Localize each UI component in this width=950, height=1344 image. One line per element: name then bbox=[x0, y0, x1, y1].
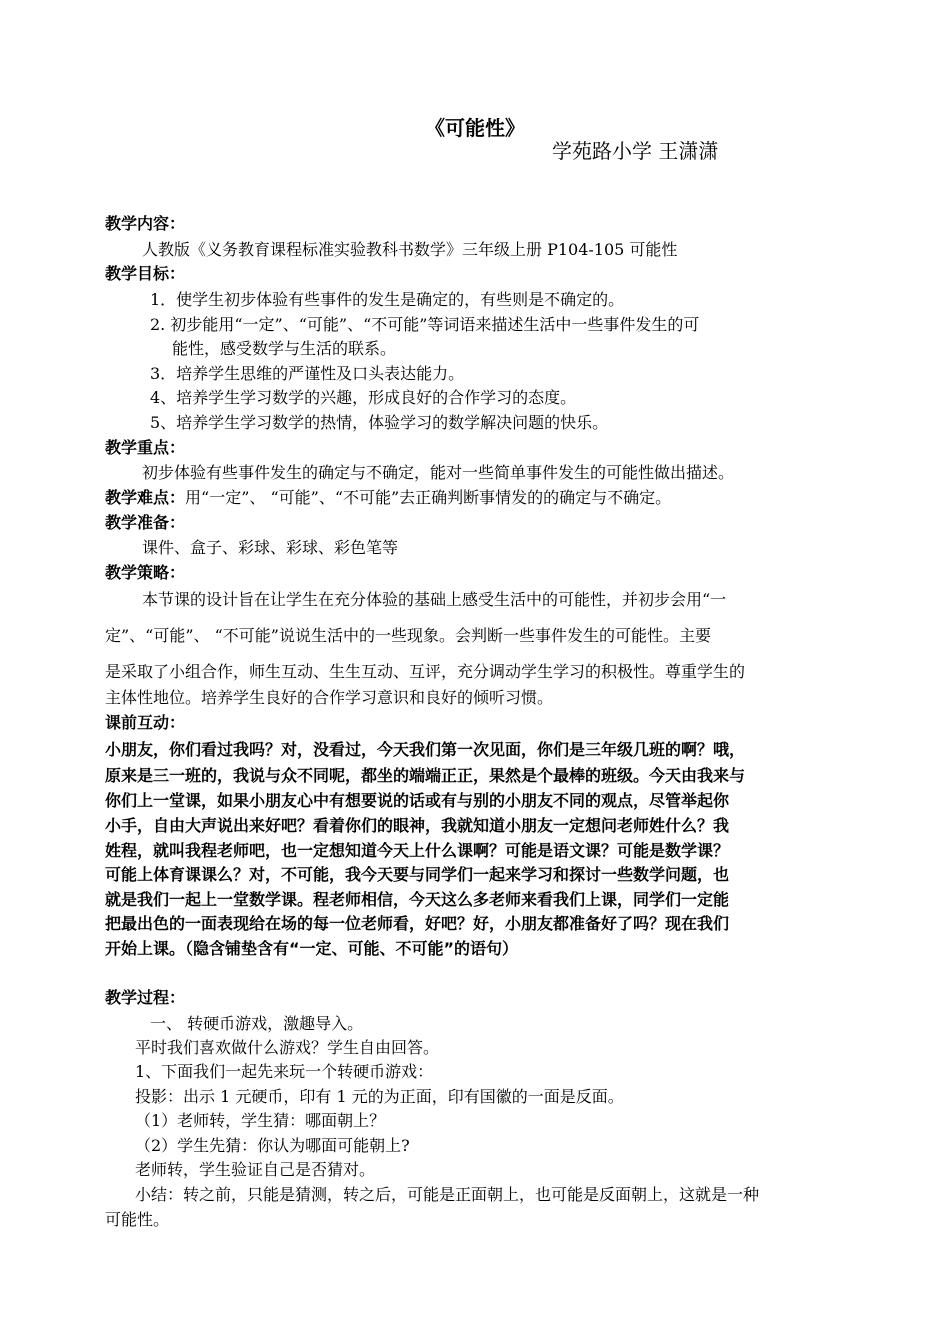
strategy-line-2: 定”、“可能”、 “不可能”说说生活中的一些现象。会判断一些事件发生的可能性。主要 bbox=[105, 626, 711, 645]
interaction-line-7: 就是我们一起上一堂数学课。程老师相信，今天这么多老师来看我们上课，同学们一定能 bbox=[105, 890, 730, 909]
process-heading: 教学过程： bbox=[105, 988, 186, 1007]
goal-item-2: 2. 初步能用“一定”、“可能”、“不可能”等词语来描述生活中一些事件发生的可 bbox=[150, 315, 700, 334]
interaction-line-8: 把最出色的一面表现给在场的每一位老师看，好吧？好，小朋友都准备好了吗？现在我们 bbox=[105, 914, 730, 933]
strategy-line-4: 主体性地位。培养学生良好的合作学习意识和良好的倾听习惯。 bbox=[105, 688, 554, 707]
goal-item-1: 1．使学生初步体验有些事件的发生是确定的，有些则是不确定的。 bbox=[150, 290, 625, 309]
content-text: 人教版《义务教育课程标准实验教科书数学》三年级上册 P104-105 可能性 bbox=[142, 240, 678, 259]
process-line-9: 可能性。 bbox=[105, 1210, 170, 1229]
process-line-8: 小结：转之前，只能是猜测，转之后，可能是正面朝上，也可能是反面朝上，这就是一种 bbox=[135, 1185, 760, 1204]
key-heading: 教学重点： bbox=[105, 438, 186, 457]
strategy-line-1: 本节课的设计旨在让学生在充分体验的基础上感受生活中的可能性，并初步会用“一 bbox=[142, 590, 727, 609]
difficulty-line bbox=[105, 486, 671, 510]
process-line-3: 1、下面我们一起先来玩一个转硬币游戏： bbox=[135, 1062, 434, 1081]
goal-item-5: 5、培养学生学习数学的热情，体验学习的数学解决问题的快乐。 bbox=[150, 413, 609, 432]
interaction-line-9: 开始上课。（隐含铺垫含有“一定、可能、不可能”的语句） bbox=[105, 939, 519, 958]
content-heading: 教学内容： bbox=[105, 214, 186, 233]
interaction-line-1: 小朋友，你们看过我吗？对，没看过，今天我们第一次见面，你们是三年级几班的啊？哦， bbox=[105, 740, 746, 759]
interaction-line-3: 你们上一堂课，如果小朋友心中有想要说的话或有与别的小朋友不同的观点，尽管举起你 bbox=[105, 791, 730, 810]
goal-item-3: 3．培养学生思维的严谨性及口头表达能力。 bbox=[150, 364, 465, 383]
prep-heading: 教学准备： bbox=[105, 513, 186, 532]
process-line-4: 投影：出示 1 元硬币，印有 1 元的为正面，印有国徽的一面是反面。 bbox=[135, 1087, 624, 1106]
page-title: 《可能性》 bbox=[425, 116, 525, 140]
key-text: 初步体验有些事件发生的确定与不确定，能对一些简单事件发生的可能性做出描述。 bbox=[142, 463, 735, 482]
interaction-line-4: 小手，自由大声说出来好吧？看着你们的眼神，我就知道小朋友一定想问老师姓什么？我 bbox=[105, 816, 730, 835]
author-line: 学苑路小学 王潇潇 bbox=[552, 139, 719, 163]
strategy-heading: 教学策略： bbox=[105, 563, 186, 582]
goal-item-4: 4、培养学生学习数学的兴趣，形成良好的合作学习的态度。 bbox=[150, 388, 577, 407]
goal-item-2-cont: 能性，感受数学与生活的联系。 bbox=[172, 339, 397, 358]
process-line-5: （1）老师转，学生猜：哪面朝上？ bbox=[135, 1111, 386, 1130]
interaction-line-6: 可能上体育课课么？对，不可能，我今天要与同学们一起来学习和探讨一些数学问题，也 bbox=[105, 865, 730, 884]
difficulty-text: 用“一定”、 “可能”、“不可能”去正确判断事情发的的确定与不确定。 bbox=[185, 488, 672, 507]
process-line-2: 平时我们喜欢做什么游戏？学生自由回答。 bbox=[135, 1038, 440, 1057]
interaction-line-5: 姓程，就叫我程老师吧，也一定想知道今天上什么课啊？可能是语文课？可能是数学课？ bbox=[105, 841, 730, 860]
strategy-line-3: 是采取了小组合作，师生互动、生生互动、互评，充分调动学生学习的积极性。尊重学生的 bbox=[105, 662, 746, 681]
interaction-line-2: 原来是三一班的，我说与众不同呢，都坐的端端正正，果然是个最棒的班级。今天由我来与 bbox=[105, 766, 746, 785]
interaction-heading: 课前互动： bbox=[105, 713, 186, 732]
difficulty-heading: 教学难点： bbox=[105, 488, 186, 507]
process-line-1: 一、 转硬币游戏，激趣导入。 bbox=[150, 1014, 364, 1033]
prep-text: 课件、盒子、彩球、彩球、彩色笔等 bbox=[142, 538, 399, 557]
goals-heading: 教学目标： bbox=[105, 264, 186, 283]
process-line-7: 老师转，学生验证自己是否猜对。 bbox=[135, 1160, 376, 1179]
process-line-6: （2）学生先猜：你认为哪面可能朝上? bbox=[135, 1136, 410, 1155]
